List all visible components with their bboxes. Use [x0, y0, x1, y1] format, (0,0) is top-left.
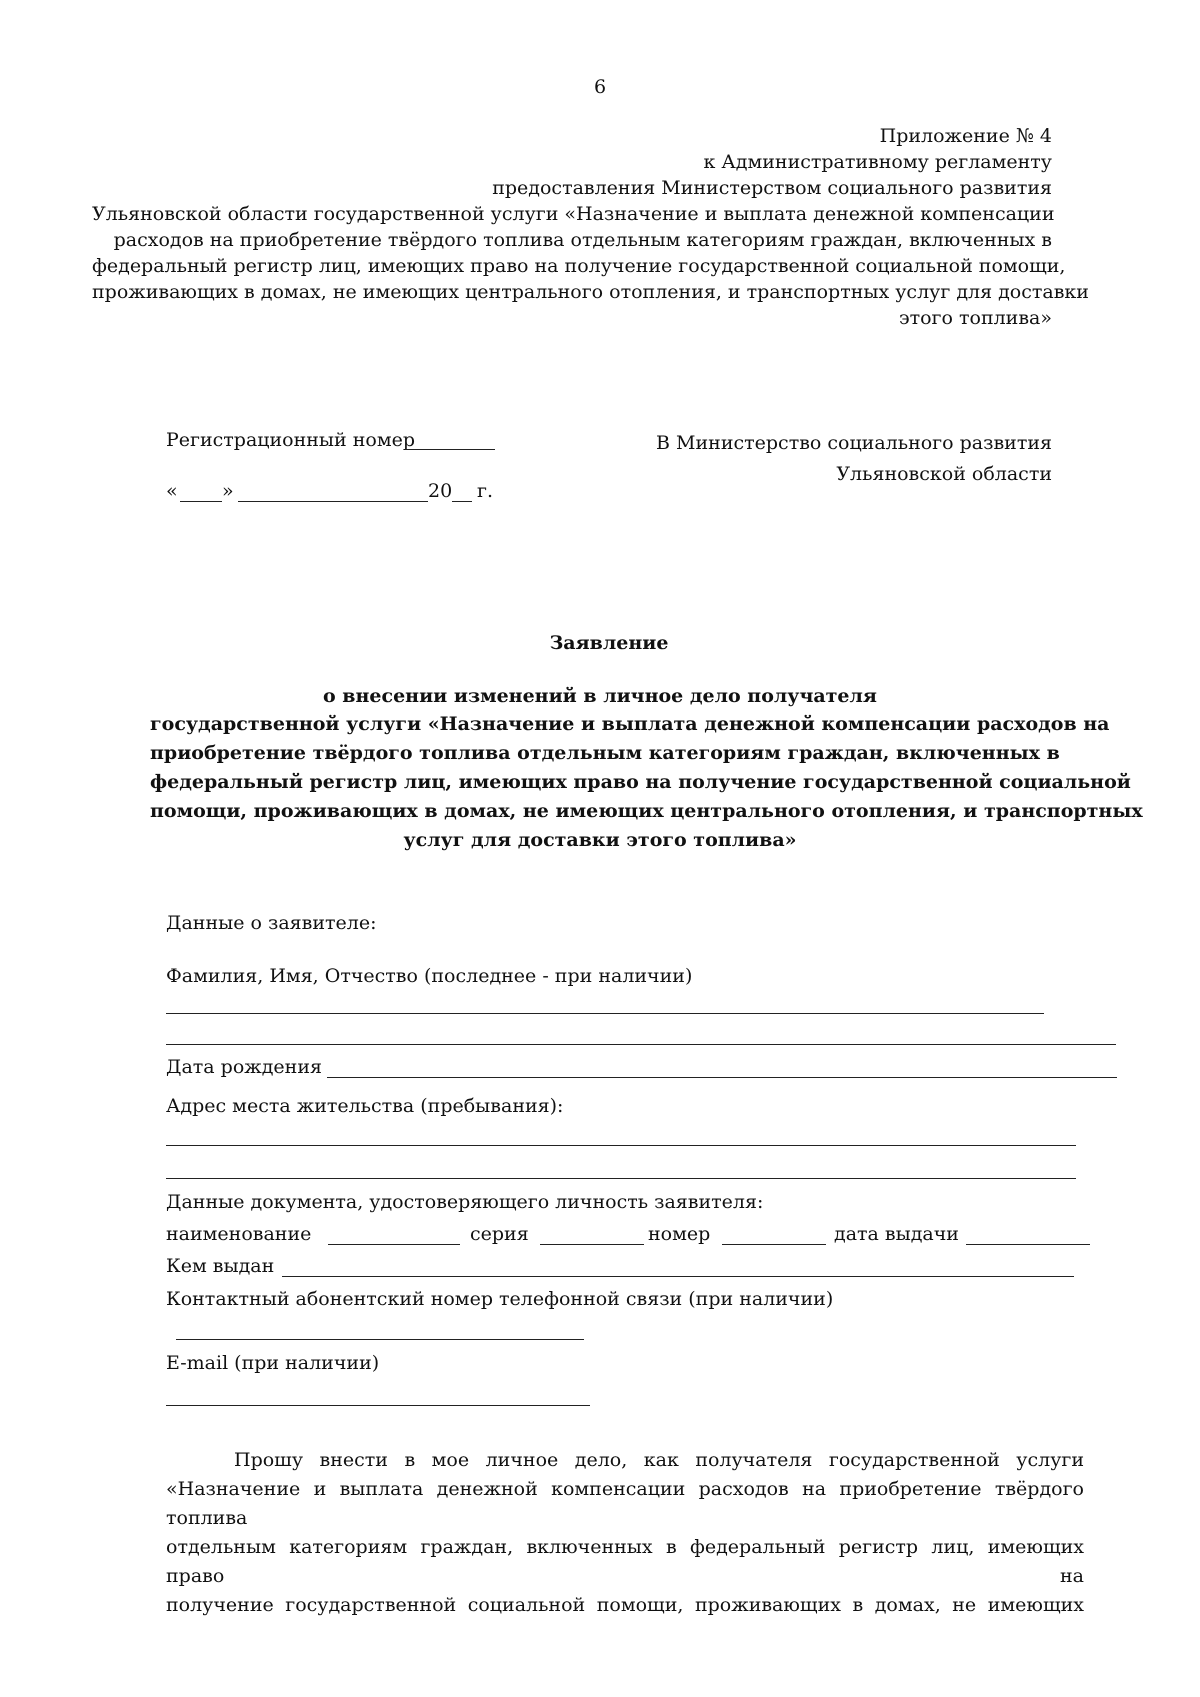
date-close-quote: » — [222, 480, 234, 502]
doc-number-line — [722, 1244, 826, 1245]
appendix-line: проживающих в домах, не имеющих центрального отопления, и транспортных услуг для доставки — [92, 281, 1089, 303]
address-line-1 — [166, 1145, 1076, 1146]
registration-number-line — [405, 449, 495, 450]
appendix-line: этого топлива» — [898, 307, 1052, 329]
document-heading: Заявление — [549, 632, 669, 654]
birth-date-line — [327, 1077, 1117, 1078]
appendix-line: предоставления Министерством социального развития — [492, 177, 1052, 199]
paragraph-line: получение государственной социальной помощи, проживающих в домах, не имеющих — [166, 1594, 1084, 1616]
paragraph-line: отдельным категориям граждан, включенных в федеральный регистр лиц, имеющих право на — [166, 1536, 1084, 1587]
birth-date-label: Дата рождения — [166, 1056, 322, 1078]
id-document-label: Данные документа, удостоверяющего личность заявителя: — [166, 1191, 764, 1213]
full-name-label: Фамилия, Имя, Отчество (последнее - при наличии) — [166, 965, 693, 987]
address-line-2 — [166, 1178, 1076, 1179]
doc-issue-date-line — [966, 1244, 1090, 1245]
appendix-line: Ульяновской области государственной услуги «Назначение и выплата денежной компенсации — [92, 203, 1055, 225]
issued-by-line — [282, 1276, 1074, 1277]
paragraph-line: Прошу внести в мое личное дело, как получателя государственной услуги — [234, 1449, 1084, 1471]
request-paragraph — [166, 1446, 1084, 1620]
phone-label: Контактный абонентский номер телефонной связи (при наличии) — [166, 1288, 834, 1310]
appendix-line: расходов на приобретение твёрдого топлива отдельным категориям граждан, включенных в — [113, 229, 1052, 251]
appendix-line: Приложение № 4 — [879, 125, 1052, 147]
date-day-line — [180, 501, 222, 502]
subtitle-line: услуг для доставки этого топлива» — [403, 829, 797, 851]
phone-line — [176, 1339, 584, 1340]
date-month-line — [238, 501, 428, 502]
page-number: 6 — [593, 76, 607, 98]
year-prefix: 20 — [428, 480, 453, 502]
subtitle-line: федеральный регистр лиц, имеющих право на получение государственной социальной — [150, 771, 1131, 793]
year-suffix: г. — [477, 480, 493, 502]
applicant-data-label: Данные о заявителе: — [166, 912, 377, 934]
subtitle-line: государственной услуги «Назначение и выплата денежной компенсации расходов на — [150, 713, 1110, 735]
email-line — [166, 1405, 590, 1406]
addressee-line: Ульяновской области — [836, 463, 1052, 485]
addressee-line: В Министерство социального развития — [656, 432, 1052, 454]
appendix-line: федеральный регистр лиц, имеющих право на получение государственной социальной помощи, — [92, 255, 1066, 277]
issued-by-label: Кем выдан — [166, 1255, 275, 1277]
address-label: Адрес места жительства (пребывания): — [166, 1095, 564, 1117]
doc-name-label: наименование — [166, 1223, 312, 1245]
date-open-quote: « — [166, 480, 178, 502]
email-label: E-mail (при наличии) — [166, 1352, 380, 1374]
doc-name-line — [328, 1244, 460, 1245]
subtitle-line: помощи, проживающих в домах, не имеющих центрального отопления, и транспортных — [150, 800, 1143, 822]
full-name-line — [166, 1013, 1044, 1014]
subtitle-line: приобретение твёрдого топлива отдельным категориям граждан, включенных в — [150, 742, 1060, 764]
addressee — [552, 428, 1052, 490]
doc-issue-date-label: дата выдачи — [834, 1223, 959, 1245]
document-subtitle — [150, 682, 1143, 855]
date-year-line — [452, 501, 472, 502]
appendix-block — [92, 123, 1089, 331]
full-name-line-2 — [166, 1044, 1116, 1045]
doc-number-label: номер — [648, 1223, 711, 1245]
appendix-line: к Административному регламенту — [703, 151, 1052, 173]
subtitle-line: о внесении изменений в личное дело получателя — [323, 685, 877, 707]
doc-series-label: серия — [470, 1223, 529, 1245]
registration-label: Регистрационный номер — [166, 429, 416, 451]
doc-series-line — [540, 1244, 644, 1245]
paragraph-line: «Назначение и выплата денежной компенсации расходов на приобретение твёрдого топлива — [166, 1478, 1084, 1529]
